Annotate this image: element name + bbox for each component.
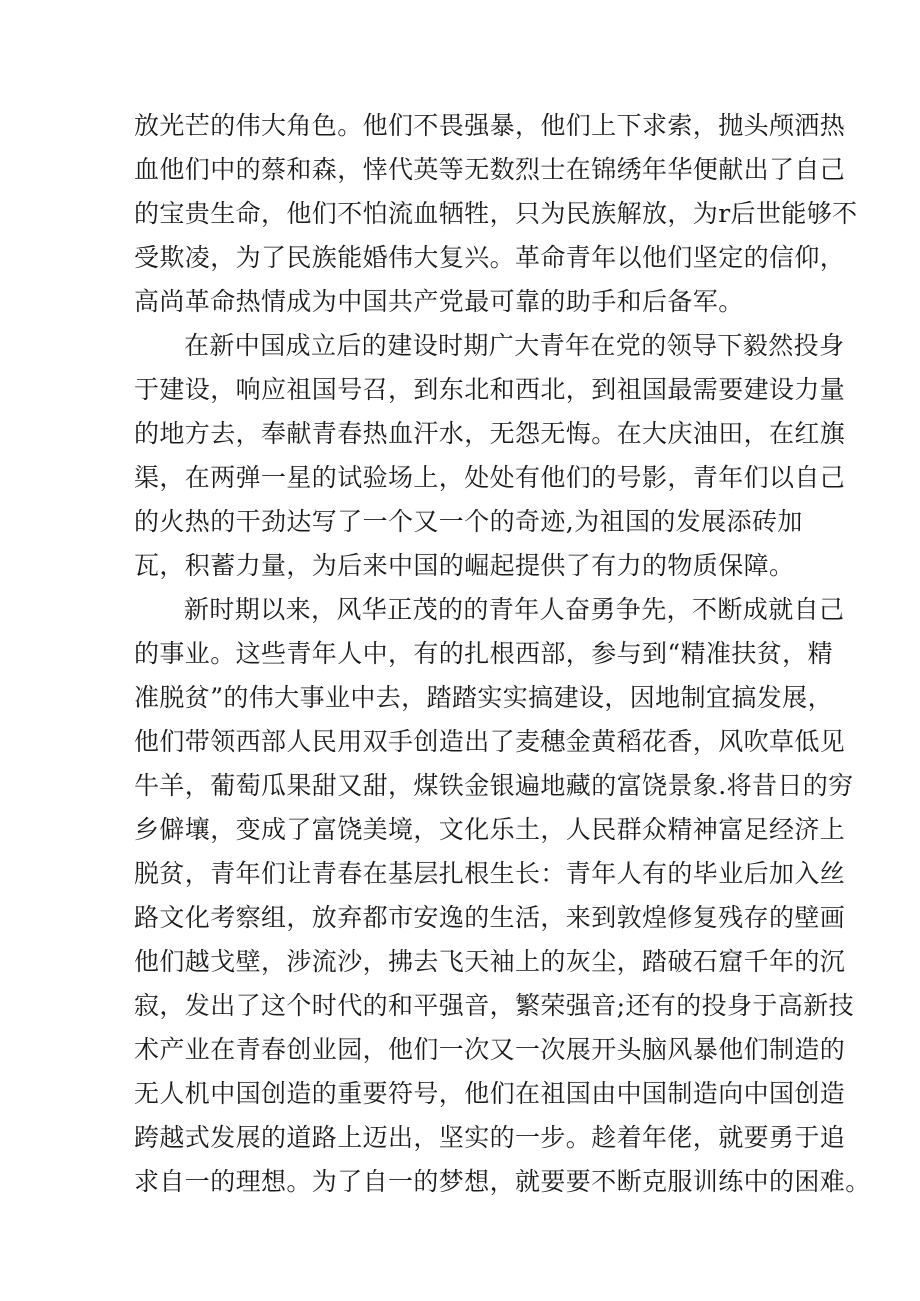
text-line: 于建设，响应祖国号召，到东北和西北，到祖国最需要建设力量 — [134, 375, 846, 404]
text-line: 术产业在青春创业园，他们一次又一次展开头脑风暴他们制造的 — [134, 1035, 846, 1064]
text-line: 的火热的干劲达写了一个又一个的奇迹,为祖国的发展添砖加 — [134, 507, 803, 536]
paragraph-first-line: 新时期以来，风华正茂的的青年人奋勇争先，不断成就自己 — [184, 595, 845, 624]
text-line: 的地方去，奉献青春热血汗水，无怨无悔。在大庆油田，在红旗 — [134, 419, 846, 448]
text-line: 受欺凌，为了民族能婚伟大复兴。革命青年以他们坚定的信仰， — [134, 243, 846, 272]
text-line: 牛羊，葡萄瓜果甜又甜，煤铁金银遍地藏的富饶景象.将昔日的穷 — [134, 771, 854, 800]
text-line: 乡僻壤，变成了富饶美境，文化乐土，人民群众精神富足经济上 — [134, 815, 846, 844]
text-line: 路文化考察组，放弃都市安逸的生活，来到敦煌修复残存的壁画 — [134, 903, 846, 932]
paragraph-first-line: 在新中国成立后的建设时期广大青年在党的领导下毅然投身 — [184, 331, 845, 360]
text-line: 瓦，积蓄力量，为后来中国的崛起提供了有力的物质保障。 — [134, 551, 795, 580]
text-line: 的宝贵生命，他们不怕流血牺牲，只为民族解放，为r后世能够不 — [134, 199, 858, 228]
text-line: 渠，在两弹一星的试验场上，处处有他们的号影，青年们以自己 — [134, 463, 846, 492]
text-line: 放光芒的伟大角色。他们不畏强暴，他们上下求索，抛头颅洒热 — [134, 111, 846, 140]
body-text — [134, 104, 871, 1204]
text-line: 准脱贫”的伟大事业中去，踏踏实实搞建设，因地制宜搞发展， — [134, 683, 833, 712]
text-line: 求自一的理想。为了自一的梦想，就要要不断克服训练中的困难。 — [134, 1167, 871, 1196]
text-line: 跨越式发展的道路上迈出，坚实的一步。趁着年佬，就要勇于追 — [134, 1123, 846, 1152]
text-line: 脱贫，青年们让青春在基层扎根生长：青年人有的毕业后加入丝 — [134, 859, 846, 888]
text-line: 他们越戈壁，涉流沙，拂去飞天袖上的灰尘，踏破石窟千年的沉 — [134, 947, 846, 976]
text-line: 高尚革命热情成为中国共产党最可靠的助手和后备军。 — [134, 287, 744, 316]
text-line: 寂，发出了这个时代的和平强音，繁荣强音;还有的投身于高新技 — [134, 991, 855, 1020]
text-line: 他们带领西部人民用双手创造出了麦穗金黄稻花香，风吹草低见 — [134, 727, 846, 756]
text-line: 的事业。这些青年人中，有的扎根西部，参与到“精准扶贫，精 — [134, 639, 833, 668]
text-line: 无人机中国创造的重要符号，他们在祖国由中国制造向中国创造 — [134, 1079, 846, 1108]
text-line: 血他们中的蔡和森，悻代英等无数烈士在锦绣年华便献出了自己 — [134, 155, 846, 184]
